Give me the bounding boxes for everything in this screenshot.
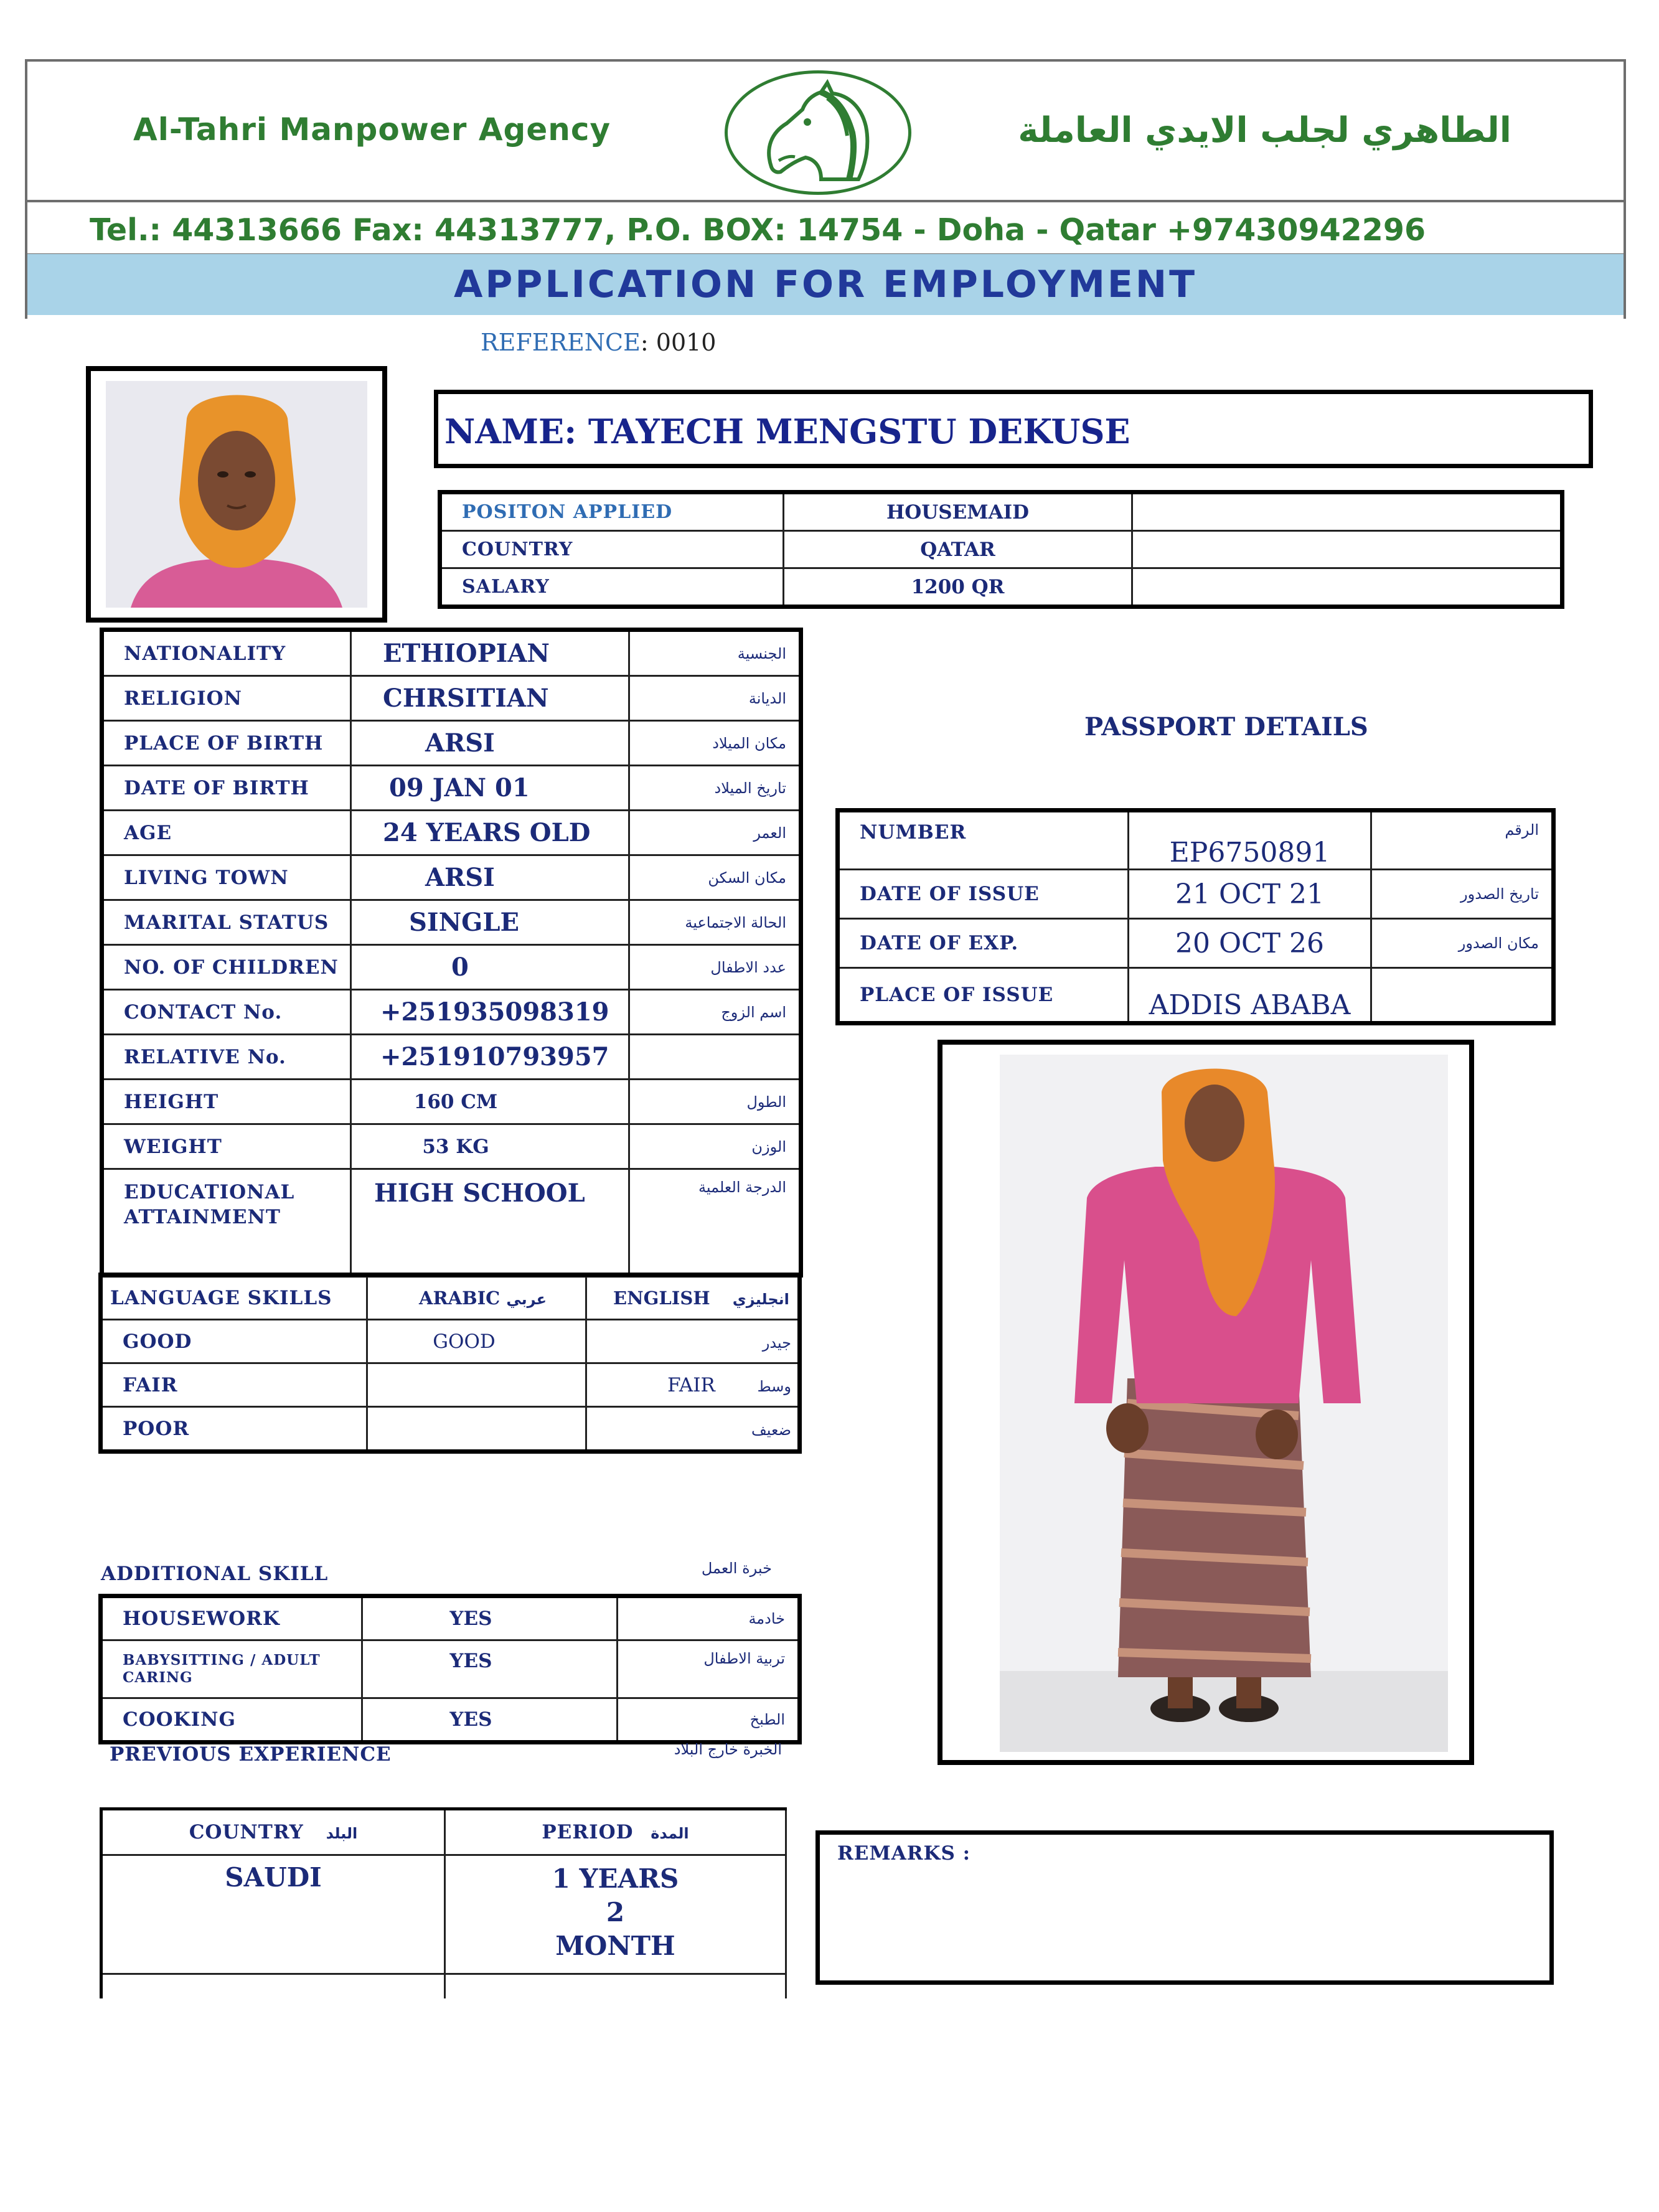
info-label-arabic: مكان السكن	[629, 855, 801, 900]
country-column-header	[101, 1809, 445, 1855]
table-row	[102, 855, 801, 900]
skill-label: COOKING	[101, 1698, 362, 1743]
level-label: POOR	[101, 1407, 367, 1452]
info-label: RELIGION	[102, 676, 351, 721]
skill-value: YES	[362, 1698, 618, 1743]
info-value: 0	[351, 945, 629, 990]
table-row	[101, 1407, 800, 1452]
position-value: HOUSEMAID	[784, 492, 1132, 531]
table-row	[838, 968, 1554, 1024]
reference: REFERENCE: 0010	[481, 329, 717, 356]
skill-value: YES	[362, 1640, 618, 1698]
additional-skill-title-arabic: خبرة العمل	[701, 1560, 772, 1577]
passport-label-arabic: تاريخ الصدور	[1371, 870, 1554, 919]
table-row	[440, 531, 1563, 568]
passport-label-arabic: الرقم	[1371, 811, 1554, 870]
reference-label: REFERENCE	[481, 329, 641, 356]
table-row	[102, 945, 801, 990]
personal-info-table	[100, 628, 803, 1278]
skill-label: HOUSEWORK	[101, 1596, 362, 1640]
skill-label-arabic: الطبخ	[618, 1698, 800, 1743]
info-label-arabic: اسم الزوج	[629, 990, 801, 1035]
experience-country: SAUDI	[101, 1855, 445, 1974]
passport-value: 21 OCT 21	[1129, 870, 1371, 919]
period-header-en: PERIOD	[542, 1821, 634, 1843]
salary-value: 1200 QR	[784, 568, 1132, 607]
experience-period	[445, 1855, 786, 1974]
english-header-ar: انجليزي	[732, 1290, 789, 1308]
table-row	[102, 766, 801, 811]
remarks-box	[815, 1830, 1554, 1985]
education-label-arabic: الدرجة العلمية	[629, 1169, 801, 1276]
info-label: DATE OF BIRTH	[102, 766, 351, 811]
passport-label: DATE OF EXP.	[838, 919, 1129, 968]
education-label-line2: ATTAINMENT	[124, 1206, 281, 1228]
skill-label	[101, 1640, 362, 1698]
applicant-name-box	[434, 390, 1593, 468]
period-header-ar: المدة	[651, 1825, 689, 1842]
contact-line: Tel.: 44313666 Fax: 44313777, P.O. BOX: 14754 - Doha - Qatar +97430942296	[90, 212, 1426, 248]
skill-label-arabic: تربية الاطفال	[618, 1640, 800, 1698]
info-value: +251935098319	[351, 990, 629, 1035]
info-value: 24 YEARS OLD	[351, 811, 629, 855]
info-label-arabic: العمر	[629, 811, 801, 855]
info-label: NO. OF CHILDREN	[102, 945, 351, 990]
english-column-header	[586, 1275, 800, 1320]
level-ar: ضعيف	[751, 1421, 791, 1439]
agency-name-english: Al-Tahri Manpower Agency	[133, 111, 611, 148]
passport-value: 20 OCT 26	[1129, 919, 1371, 968]
table-row	[102, 630, 801, 676]
form-title-band	[25, 254, 1626, 315]
contact-strip	[27, 200, 1624, 255]
table-row	[838, 870, 1554, 919]
info-label: PLACE OF BIRTH	[102, 721, 351, 766]
info-label-arabic: الوزن	[629, 1124, 801, 1169]
agency-banner	[25, 59, 1626, 256]
country-extra	[1132, 531, 1563, 568]
skill-label-arabic: خادمة	[618, 1596, 800, 1640]
table-row	[101, 1809, 786, 1855]
level-label-arabic	[586, 1363, 800, 1407]
level-ar: وسط	[757, 1377, 791, 1395]
language-header-label: LANGUAGE SKILLS	[101, 1275, 367, 1320]
position-extra	[1132, 492, 1563, 531]
table-row	[102, 1080, 801, 1124]
horse-head-icon	[725, 70, 911, 195]
info-label: LIVING TOWN	[102, 855, 351, 900]
reference-value: 0010	[656, 329, 717, 356]
remarks-label: REMARKS :	[837, 1842, 971, 1865]
table-row	[102, 721, 801, 766]
empty-cell	[445, 1974, 786, 1999]
period-line3: MONTH	[555, 1931, 675, 1961]
table-row	[838, 811, 1554, 870]
table-row	[102, 1169, 801, 1276]
arabic-column-header	[367, 1275, 586, 1320]
passport-table	[835, 808, 1556, 1025]
info-label: HEIGHT	[102, 1080, 351, 1124]
additional-skill-table	[98, 1594, 802, 1744]
info-label: CONTACT No.	[102, 990, 351, 1035]
education-label	[102, 1169, 351, 1276]
info-label-arabic	[629, 1035, 801, 1080]
level-label: FAIR	[101, 1363, 367, 1407]
info-value: +251910793957	[351, 1035, 629, 1080]
table-row	[440, 568, 1563, 607]
passport-label-arabic	[1371, 968, 1554, 1024]
table-row	[102, 900, 801, 945]
table-row	[101, 1698, 800, 1743]
salary-extra	[1132, 568, 1563, 607]
info-value: ARSI	[351, 721, 629, 766]
country-header-ar: البلد	[326, 1825, 358, 1842]
info-label: RELATIVE No.	[102, 1035, 351, 1080]
header-divider	[25, 315, 1626, 319]
info-value: SINGLE	[351, 900, 629, 945]
table-row	[838, 919, 1554, 968]
info-value: 09 JAN 01	[351, 766, 629, 811]
info-label-arabic: عدد الاطفال	[629, 945, 801, 990]
info-label: WEIGHT	[102, 1124, 351, 1169]
english-level-value	[714, 1418, 751, 1440]
period-line2: 2	[606, 1897, 625, 1927]
table-row	[440, 492, 1563, 531]
arabic-header-ar: عربي	[506, 1290, 547, 1308]
language-skills-table	[98, 1273, 802, 1454]
education-label-line1: EDUCATIONAL	[124, 1181, 295, 1203]
country-header-en: COUNTRY	[189, 1821, 304, 1843]
info-label-arabic: الجنسية	[629, 630, 801, 676]
passport-label: NUMBER	[838, 811, 1129, 870]
skill-value: YES	[362, 1596, 618, 1640]
agency-name-arabic: الطاهري لجلب الايدي العاملة	[1018, 110, 1511, 151]
applicant-name: NAME: TAYECH MENGSTU DEKUSE	[444, 412, 1130, 451]
empty-cell	[101, 1974, 445, 1999]
additional-skill-title: ADDITIONAL SKILL	[101, 1563, 329, 1585]
table-row	[102, 1124, 801, 1169]
info-label-arabic: تاريخ الميلاد	[629, 766, 801, 811]
info-value: ETHIOPIAN	[351, 630, 629, 676]
form-title: APPLICATION FOR EMPLOYMENT	[453, 263, 1198, 306]
country-value: QATAR	[784, 531, 1132, 568]
period-line1: 1 YEARS	[552, 1863, 679, 1894]
passport-label: PLACE OF ISSUE	[838, 968, 1129, 1024]
level-label: GOOD	[101, 1320, 367, 1363]
passport-label-arabic: مكان الصدور	[1371, 919, 1554, 968]
education-value: HIGH SCHOOL	[351, 1169, 629, 1276]
info-value: 160 CM	[351, 1080, 629, 1124]
applicant-portrait-photo	[86, 366, 387, 623]
period-column-header	[445, 1809, 786, 1855]
info-label-arabic: الطول	[629, 1080, 801, 1124]
passport-details-title: PASSPORT DETAILS	[1084, 712, 1368, 741]
table-row	[101, 1275, 800, 1320]
salary-label: SALARY	[440, 568, 784, 607]
arabic-level-value	[367, 1407, 586, 1452]
table-row	[102, 676, 801, 721]
passport-value: EP6750891	[1129, 811, 1371, 870]
info-value: 53 KG	[351, 1124, 629, 1169]
english-level-value: FAIR	[667, 1373, 715, 1396]
level-ar: جيدر	[762, 1334, 791, 1352]
agency-name-row	[27, 62, 1624, 197]
previous-experience-title: PREVIOUS EXPERIENCE	[110, 1743, 392, 1766]
previous-experience-table	[100, 1807, 787, 1998]
info-label-arabic: مكان الميلاد	[629, 721, 801, 766]
english-header-en: ENGLISH	[613, 1287, 710, 1309]
arabic-level-value	[367, 1363, 586, 1407]
info-label-arabic: الديانة	[629, 676, 801, 721]
table-row	[101, 1855, 786, 1974]
arabic-level-value: GOOD	[367, 1320, 586, 1363]
position-table	[438, 490, 1564, 609]
country-label: COUNTRY	[440, 531, 784, 568]
passport-value: ADDIS ABABA	[1129, 968, 1371, 1024]
level-label-arabic	[586, 1407, 800, 1452]
table-row	[101, 1974, 786, 1999]
previous-experience-title-arabic: الخبرة خارج البلاد	[674, 1741, 782, 1758]
level-label-arabic	[586, 1320, 800, 1363]
english-level-value	[725, 1330, 763, 1353]
table-row	[101, 1363, 800, 1407]
info-value: CHRSITIAN	[351, 676, 629, 721]
table-row	[101, 1640, 800, 1698]
table-row	[101, 1320, 800, 1363]
info-value: ARSI	[351, 855, 629, 900]
info-label-arabic: الحالة الاجتماعية	[629, 900, 801, 945]
table-row	[102, 1035, 801, 1080]
info-label: NATIONALITY	[102, 630, 351, 676]
skill-label-line2: CARING	[123, 1669, 193, 1686]
table-row	[102, 811, 801, 855]
applicant-full-body-photo	[938, 1040, 1474, 1765]
table-row	[102, 990, 801, 1035]
passport-label: DATE OF ISSUE	[838, 870, 1129, 919]
position-label: POSITON APPLIED	[440, 492, 784, 531]
skill-label-line1: BABYSITTING / ADULT	[123, 1652, 321, 1668]
info-label: AGE	[102, 811, 351, 855]
table-row	[101, 1596, 800, 1640]
info-label: MARITAL STATUS	[102, 900, 351, 945]
arabic-header-en: ARABIC	[419, 1287, 501, 1309]
